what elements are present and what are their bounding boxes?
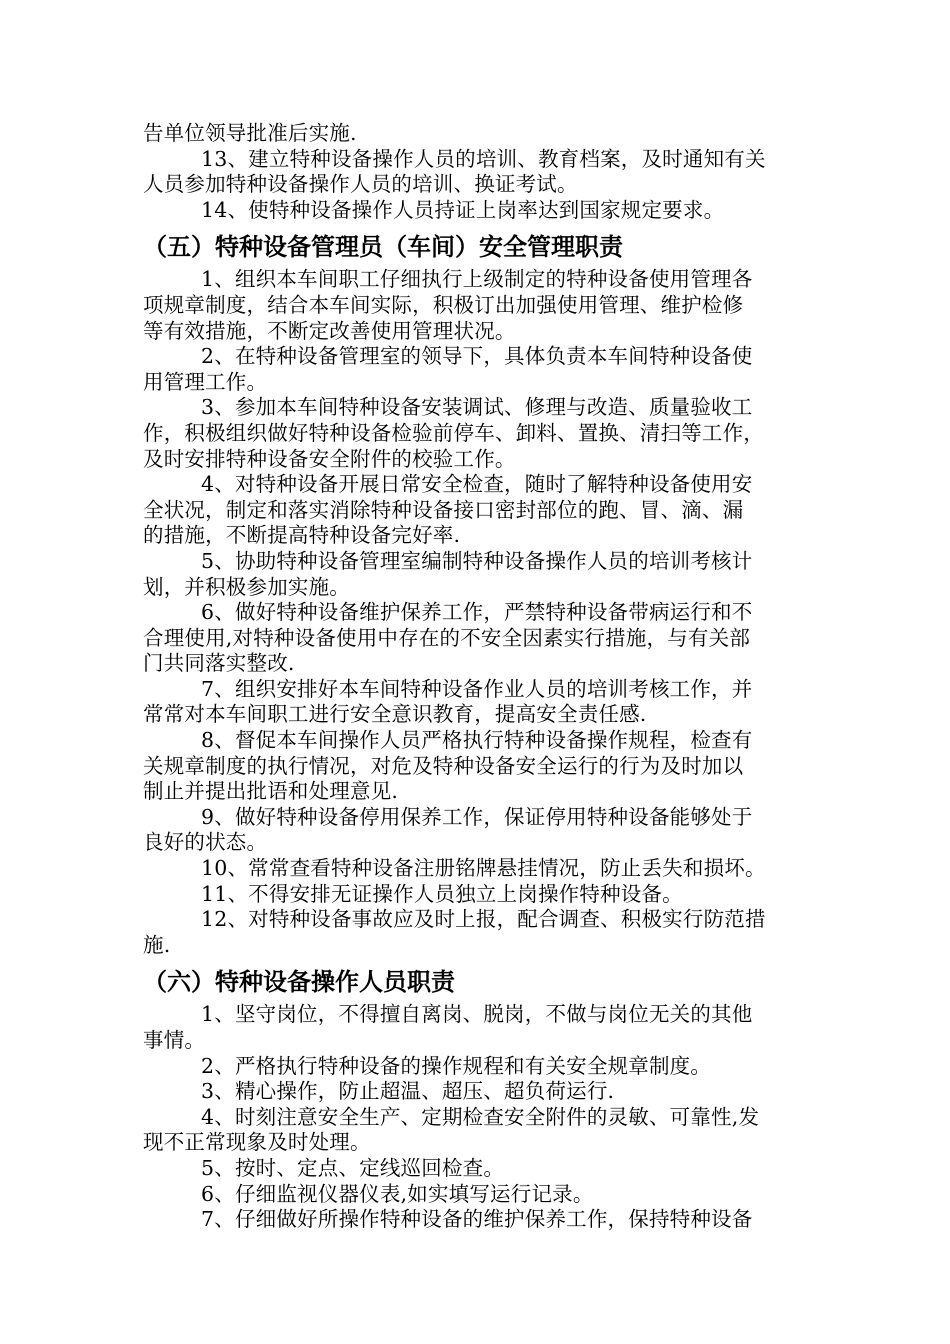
text-line: 7、组织安排好本车间特种设备作业人员的培训考核工作，并 [201, 676, 753, 701]
text-line: 1、坚守岗位，不得擅自离岗、脱岗，不做与岗位无关的其他 [201, 1002, 753, 1027]
text-line: 事情。 [143, 1028, 206, 1052]
text-line: 施. [143, 932, 171, 957]
text-line: 5、按时、定点、定线巡回检查。 [201, 1155, 505, 1180]
text-line: 10、常常查看特种设备注册铭牌悬挂情况，防止丢失和损坏。 [201, 856, 766, 881]
section-5-body [143, 267, 809, 958]
text-line: 良好的状态。 [143, 830, 268, 855]
text-line: 14、使特种设备操作人员持证上岗率达到国家规定要求。 [201, 197, 725, 222]
text-line: 及时安排特种设备安全附件的校验工作。 [143, 446, 516, 471]
text-line: 2、在特种设备管理室的领导下，具体负责本车间特种设备使 [201, 344, 753, 369]
text-line: 全状况，制定和落实消除特种设备接口密封部位的跑、冒、滴、漏 [143, 497, 744, 522]
text-line: 4、时刻注意安全生产、定期检查安全附件的灵敏、可靠性,发 [201, 1104, 760, 1129]
text-line: 3、精心操作，防止超温、超压、超负荷运行. [201, 1079, 615, 1104]
text-line: 4、对特种设备开展日常安全检查，随时了解特种设备使用安 [201, 472, 753, 497]
text-line: 8、督促本车间操作人员严格执行特种设备操作规程，检查有 [201, 728, 753, 753]
text-line: 作，积极组织做好特种设备检验前停车、卸料、置换、清扫等工作， [143, 420, 764, 445]
section-6-heading: （六）特种设备操作人员职责 [143, 968, 455, 997]
text-line: 的措施，不断提高特种设备完好率. [143, 523, 461, 548]
text-line: 合理使用,对特种设备使用中存在的不安全因素实行措施，与有关部 [143, 625, 751, 650]
text-line: 6、做好特种设备维护保养工作，严禁特种设备带病运行和不 [201, 600, 753, 625]
text-line: 11、不得安排无证操作人员独立上岗操作特种设备。 [201, 881, 683, 906]
text-line: 门共同落实整改. [143, 651, 295, 676]
document-page [143, 121, 809, 1233]
text-line: 6、仔细监视仪器仪表,如实填写运行记录。 [201, 1181, 594, 1206]
section-6-body [143, 1002, 809, 1232]
text-line: 5、协助特种设备管理室编制特种设备操作人员的培训考核计 [201, 548, 753, 573]
text-line: 9、做好特种设备停用保养工作，保证停用特种设备能够处于 [201, 804, 753, 829]
text-line: 划，并积极参加实施。 [143, 574, 350, 599]
text-line: 告单位领导批准后实施. [143, 121, 357, 145]
section-5-heading: （五）特种设备管理员（车间）安全管理职责 [143, 233, 623, 262]
text-line: 等有效措施，不断定改善使用管理状况。 [143, 318, 516, 343]
text-line: 7、仔细做好所操作特种设备的维护保养工作，保持特种设备 [201, 1207, 753, 1232]
text-line: 13、建立特种设备操作人员的培训、教育档案，及时通知有关 [201, 146, 766, 171]
text-line: 2、严格执行特种设备的操作规程和有关安全规章制度。 [201, 1053, 712, 1078]
text-line: 用管理工作。 [143, 369, 268, 394]
text-line: 12、对特种设备事故应及时上报，配合调查、积极实行防范措 [201, 907, 766, 932]
text-line: 制止并提出批语和处理意见. [143, 779, 399, 804]
intro-block [143, 121, 809, 223]
text-line: 项规章制度，结合本车间实际，积极订出加强使用管理、维护检修 [143, 292, 744, 317]
text-line: 3、参加本车间特种设备安装调试、修理与改造、质量验收工 [201, 395, 753, 420]
text-line: 常常对本车间职工进行安全意识教育，提高安全责任感. [143, 702, 647, 727]
text-line: 1、组织本车间职工仔细执行上级制定的特种设备使用管理各 [201, 267, 753, 292]
text-line: 人员参加特种设备操作人员的培训、换证考试。 [143, 172, 578, 197]
text-line: 现不正常现象及时处理。 [143, 1130, 371, 1155]
text-line: 关规章制度的执行情况，对危及特种设备安全运行的行为及时加以 [143, 753, 744, 778]
